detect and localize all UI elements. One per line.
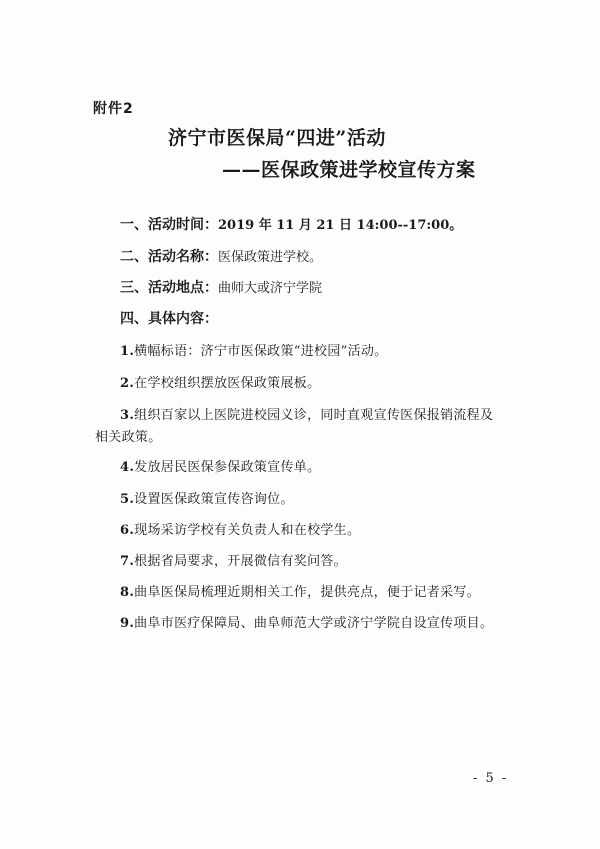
list-item: 2.在学校组织摆放医保政策展板。 (120, 376, 321, 391)
page-number: - 5 - (473, 771, 509, 786)
section-heading: 三、活动地点： (120, 280, 218, 296)
section-value: 曲师大或济宁学院 (218, 281, 323, 296)
section-activity-time (120, 214, 462, 234)
section-value: 2019 年 11 月 21 日 14:00--17:00。 (218, 218, 463, 233)
list-item: 8.曲阜医保局梳理近期相关工作，提供亮点，便于记者采写。 (120, 585, 480, 600)
section-heading: 二、活动名称： (120, 249, 218, 265)
list-item: 3.组织百家以上医院进校园义诊，同时直观宣传医保报销流程及 (120, 408, 494, 423)
document-title: 济宁市医保局“四进”活动 (168, 127, 386, 149)
section-heading: 四、具体内容： (120, 311, 218, 327)
section-value: 医保政策进学校。 (218, 250, 323, 265)
list-item: 9.曲阜市医疗保障局、曲阜师范大学或济宁学院自设宣传项目。 (120, 616, 494, 631)
list-item-continuation: 相关政策。 (95, 430, 162, 445)
section-specific-content (120, 308, 218, 328)
section-activity-location (120, 277, 322, 297)
list-item: 4.发放居民医保参保政策宣传单。 (120, 460, 321, 475)
attachment-label: 附件2 (93, 101, 134, 117)
list-item: 1.横幅标语：济宁市医保政策“进校园”活动。 (120, 344, 388, 359)
section-activity-name (120, 246, 322, 266)
section-heading: 一、活动时间： (120, 217, 218, 233)
list-item: 5.设置医保政策宣传咨询位。 (120, 492, 294, 507)
document-subtitle: ——医保政策进学校宣传方案 (222, 159, 476, 181)
list-item: 7.根据省局要求，开展微信有奖问答。 (120, 554, 347, 569)
list-item: 6.现场采访学校有关负责人和在校学生。 (120, 523, 361, 538)
